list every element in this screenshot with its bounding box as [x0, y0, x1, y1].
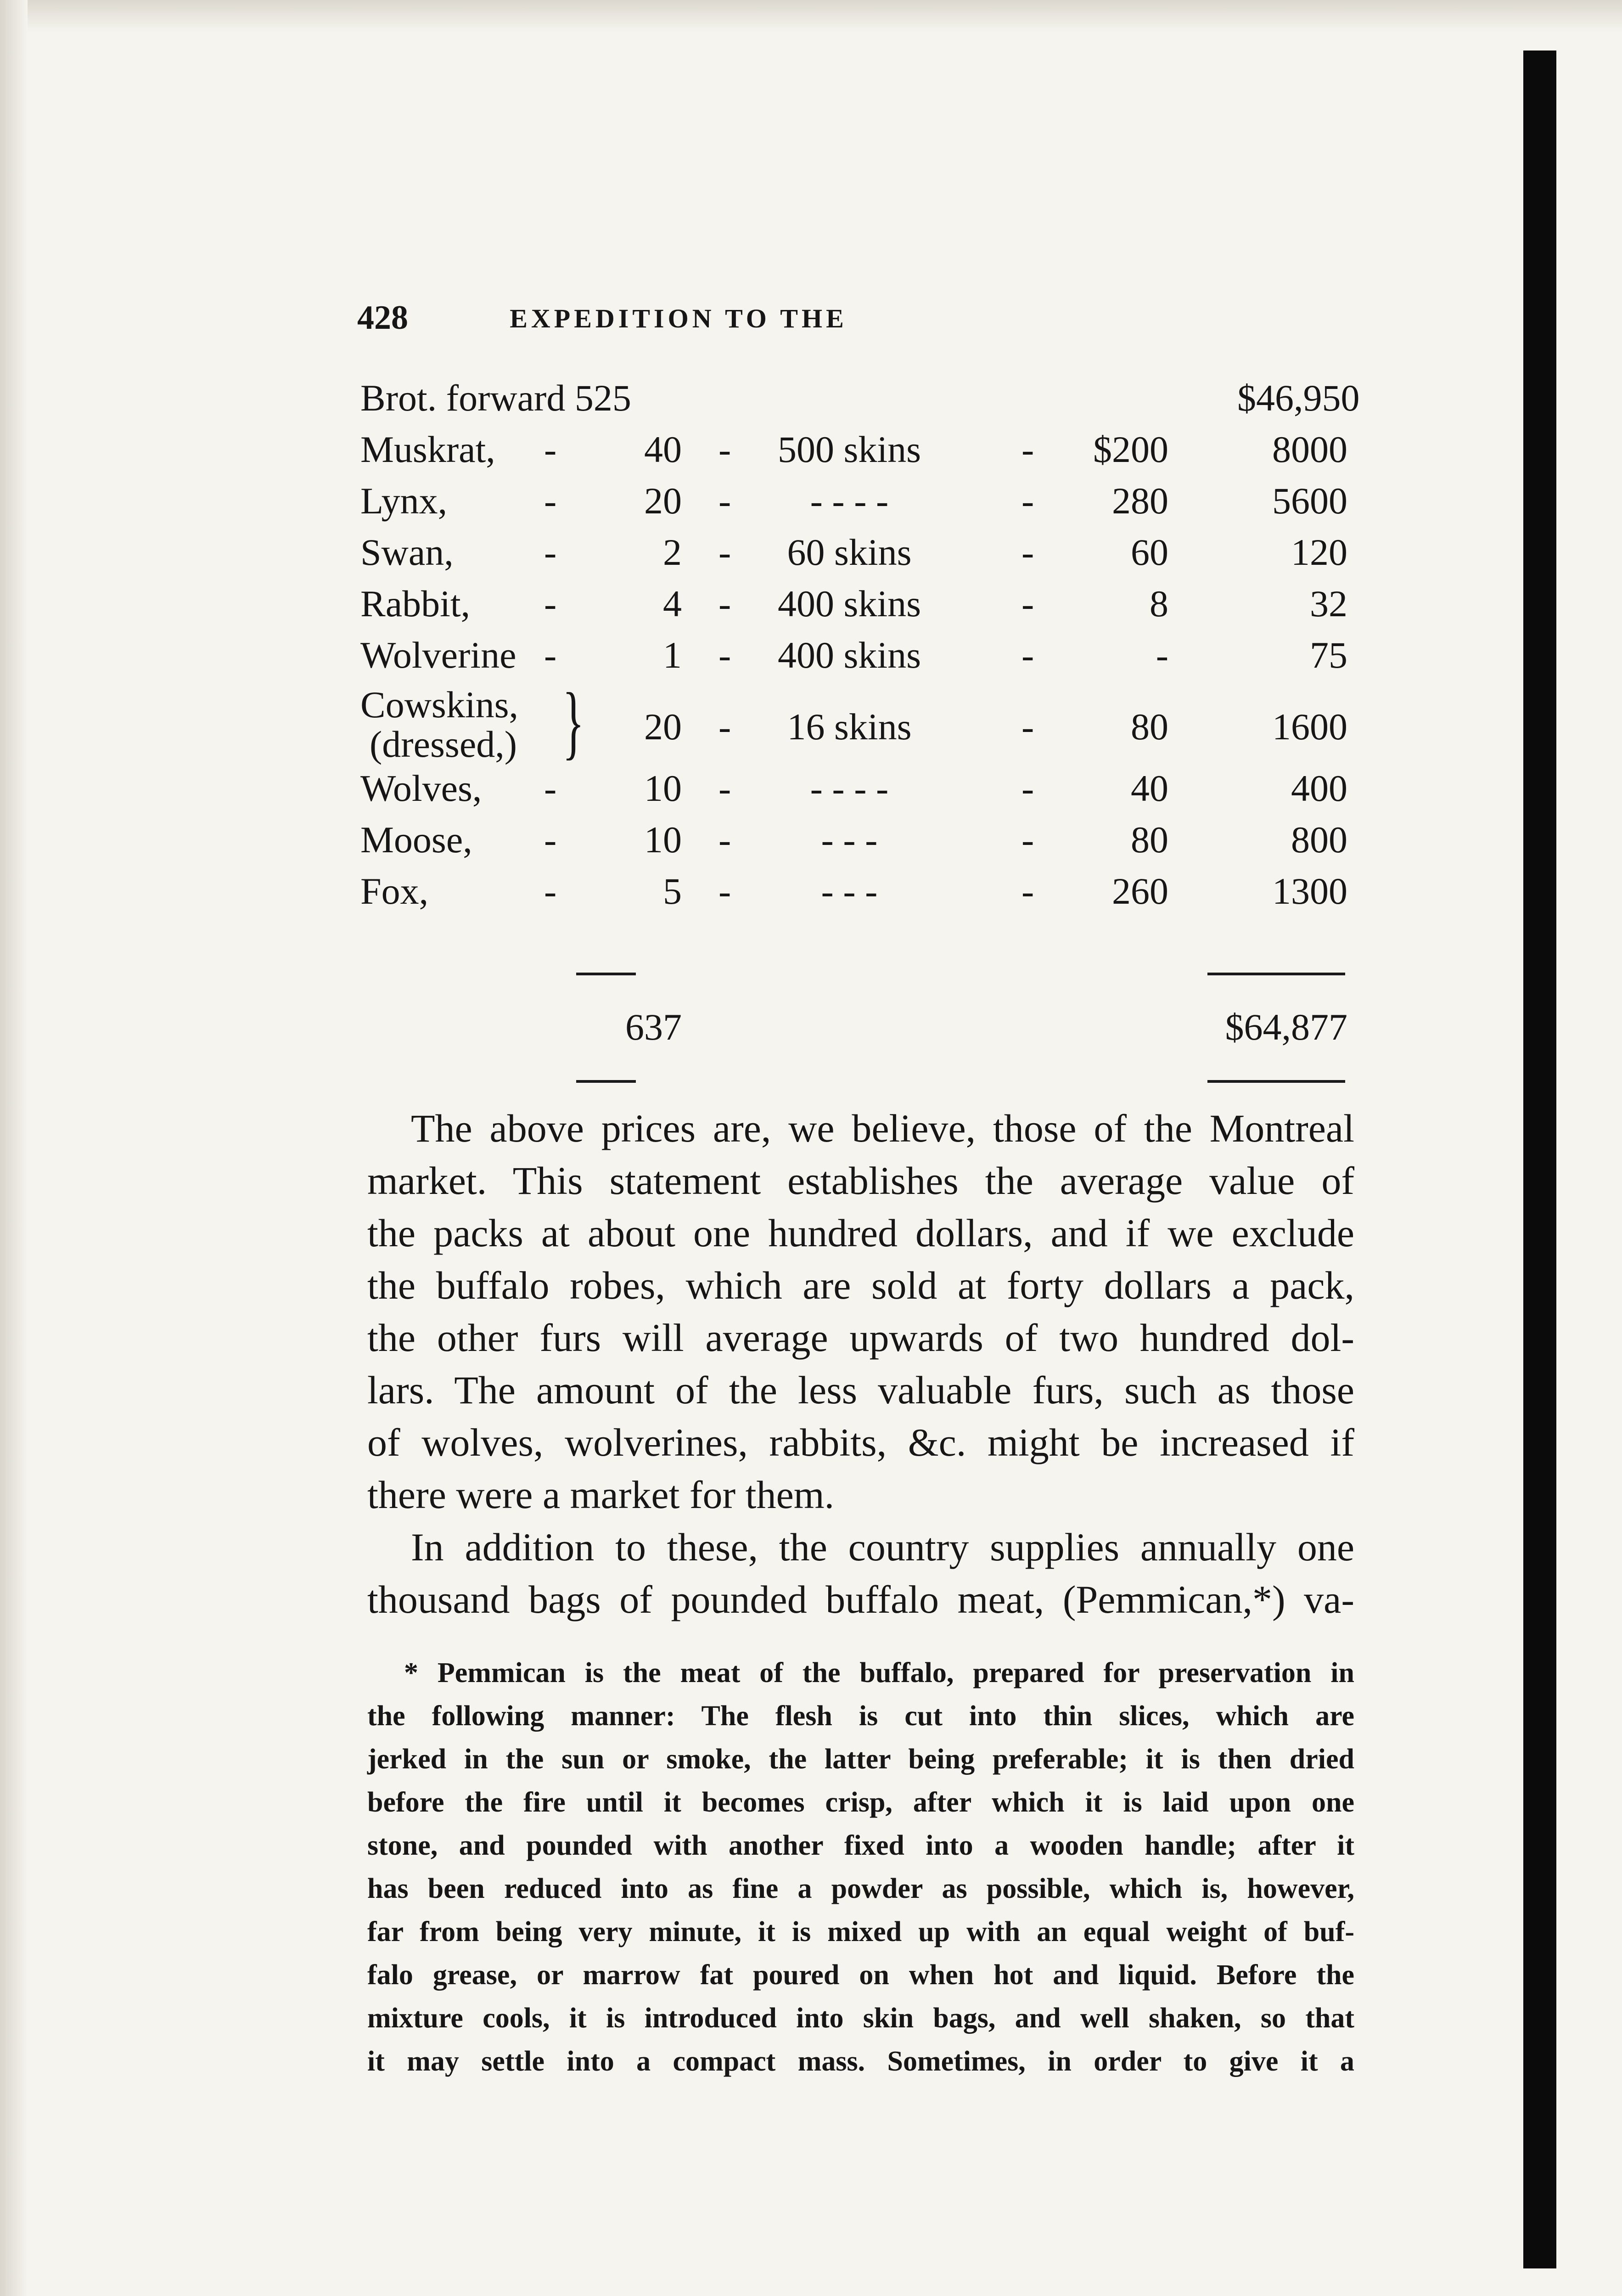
fur-total: 5600: [1272, 480, 1347, 522]
total-value: $64,877: [1225, 1006, 1347, 1048]
dash: -: [718, 480, 731, 522]
fur-name: Rabbit,: [360, 583, 471, 625]
fur-skins: - - - -: [810, 480, 889, 522]
fur-total: 8000: [1272, 428, 1347, 470]
fur-total: 32: [1310, 583, 1347, 625]
dash: -: [718, 428, 731, 470]
dash: -: [544, 583, 557, 625]
footnote-line: stone, and pounded with another fixed into a wooden handle; after it: [367, 1830, 1354, 1861]
dash: -: [1021, 480, 1034, 522]
dash: -: [1021, 767, 1034, 809]
fur-name: Cowskins,: [360, 684, 519, 726]
fur-skins: 60 skins: [787, 531, 912, 573]
fur-total: 800: [1291, 819, 1347, 861]
brace-symbol: }: [562, 676, 584, 767]
table-row: [360, 676, 1352, 767]
body-line: of wolves, wolverines, rabbits, &c. might be increased if: [367, 1420, 1354, 1464]
fur-total: 120: [1291, 531, 1347, 573]
fur-packs: 40: [644, 428, 682, 470]
dash: -: [1021, 583, 1034, 625]
body-line: lars. The amount of the less valuable furs, such as those: [367, 1368, 1354, 1412]
fur-name: Wolves,: [360, 767, 482, 809]
fur-packs: 5: [663, 870, 682, 912]
fur-name: Swan,: [360, 531, 454, 573]
fur-packs: 20: [644, 706, 682, 748]
fur-price: $200: [1093, 428, 1168, 470]
running-title: EXPEDITION TO THE: [510, 304, 847, 333]
fur-name-note: (dressed,): [370, 723, 517, 765]
dash: -: [544, 634, 557, 676]
fur-price: 280: [1112, 480, 1168, 522]
fur-packs: 10: [644, 767, 682, 809]
fur-name: Lynx,: [360, 480, 448, 522]
fur-skins: 400 skins: [777, 583, 921, 625]
dash: -: [718, 870, 731, 912]
table-row: [360, 818, 1352, 870]
dash: -: [718, 583, 731, 625]
table-row: [360, 870, 1352, 921]
table-row: [360, 377, 1360, 428]
dash: -: [1021, 428, 1034, 470]
fur-packs: 20: [644, 480, 682, 522]
sum-rule-packs-bottom: [576, 1080, 636, 1083]
scan-binding-shadow: [1523, 51, 1556, 2268]
dash: -: [718, 634, 731, 676]
fur-price: 40: [1131, 767, 1168, 809]
fur-total: $46,950: [1237, 377, 1360, 419]
fur-total: 75: [1310, 634, 1347, 676]
dash: -: [718, 531, 731, 573]
fur-price: -: [1156, 634, 1168, 676]
fur-skins: - - - -: [810, 767, 889, 809]
fur-name: Moose,: [360, 819, 472, 861]
fur-skins: - - -: [821, 819, 878, 861]
dash: -: [544, 531, 557, 573]
sum-rule-value-top: [1207, 973, 1345, 975]
table-row: [360, 582, 1352, 634]
body-line: In addition to these, the country supplies annually one: [411, 1525, 1354, 1569]
page-number: 428: [357, 299, 408, 337]
page-top-edge: [0, 0, 1622, 32]
fur-total: 400: [1291, 767, 1347, 809]
footnote-line: has been reduced into as fine a powder as possible, which is, however,: [367, 1873, 1354, 1904]
dash: -: [1021, 706, 1034, 748]
footnote-line: before the fire until it becomes crisp, after which it is laid upon one: [367, 1787, 1354, 1818]
dash: -: [1021, 634, 1034, 676]
body-line: there were a market for them.: [367, 1473, 835, 1517]
footnote-line: mixture cools, it is introduced into skin bags, and well shaken, so that: [367, 2003, 1354, 2034]
footnote-line: far from being very minute, it is mixed up with an equal weight of buf-: [367, 1916, 1354, 1947]
table-row: [360, 767, 1352, 818]
fur-name: Muskrat,: [360, 428, 495, 470]
dash: -: [1021, 531, 1034, 573]
total-packs: 637: [625, 1006, 682, 1048]
dash: -: [544, 870, 557, 912]
body-line: thousand bags of pounded buffalo meat, (Pemmican,*) va-: [367, 1577, 1354, 1621]
dash: -: [718, 819, 731, 861]
footnote-line: it may settle into a compact mass. Sometimes, in order to give it a: [367, 2046, 1354, 2077]
sum-rule-value-bottom: [1207, 1080, 1345, 1083]
table-row: [360, 428, 1352, 479]
body-line: the buffalo robes, which are sold at forty dollars a pack,: [367, 1263, 1354, 1307]
fur-name: Wolverine: [360, 634, 516, 676]
dash: -: [1021, 819, 1034, 861]
fur-name: Fox,: [360, 870, 429, 912]
body-text: [367, 1102, 1354, 1626]
table-row: [360, 531, 1352, 582]
fur-total: 1300: [1272, 870, 1347, 912]
footnote-line: the following manner: The flesh is cut into thin slices, which are: [367, 1700, 1354, 1732]
body-line: The above prices are, we believe, those of the Montreal: [411, 1106, 1354, 1150]
fur-name-group: [360, 685, 518, 764]
fur-price: 80: [1131, 706, 1168, 748]
dash: -: [544, 480, 557, 522]
fur-price: 80: [1131, 819, 1168, 861]
dash: -: [718, 706, 731, 748]
table-row: [360, 479, 1352, 531]
footnote-line: jerked in the sun or smoke, the latter being preferable; it is then dried: [367, 1744, 1354, 1775]
table-totals: [360, 1006, 1352, 1056]
dash: -: [544, 428, 557, 470]
fur-price: 8: [1150, 583, 1168, 625]
fur-table: [360, 377, 1360, 921]
footnote-line: * Pemmican is the meat of the buffalo, prepared for preservation in: [404, 1657, 1354, 1688]
fur-packs: 4: [663, 583, 682, 625]
body-line: the other furs will average upwards of two hundred dol-: [367, 1316, 1354, 1360]
table-row: [360, 634, 1352, 685]
fur-skins: 16 skins: [787, 706, 912, 748]
fur-price: 60: [1131, 531, 1168, 573]
fur-skins: 500 skins: [777, 428, 921, 470]
running-head: [357, 298, 1046, 340]
dash: -: [718, 767, 731, 809]
sum-rule-packs-top: [576, 973, 636, 975]
dash: -: [544, 767, 557, 809]
body-line: market. This statement establishes the average value of: [367, 1159, 1354, 1203]
fur-packs: 1: [663, 634, 682, 676]
fur-skins: - - -: [821, 870, 878, 912]
dash: -: [544, 819, 557, 861]
fur-name: Brot. forward 525: [360, 377, 631, 419]
page-left-edge: [0, 0, 28, 2296]
fur-total: 1600: [1272, 706, 1347, 748]
footnote: [367, 1651, 1354, 2083]
footnote-line: falo grease, or marrow fat poured on when hot and liquid. Before the: [367, 1959, 1354, 1991]
fur-packs: 10: [644, 819, 682, 861]
fur-packs: 2: [663, 531, 682, 573]
body-line: the packs at about one hundred dollars, and if we exclude: [367, 1211, 1354, 1255]
fur-price: 260: [1112, 870, 1168, 912]
dash: -: [1021, 870, 1034, 912]
fur-skins: 400 skins: [777, 634, 921, 676]
